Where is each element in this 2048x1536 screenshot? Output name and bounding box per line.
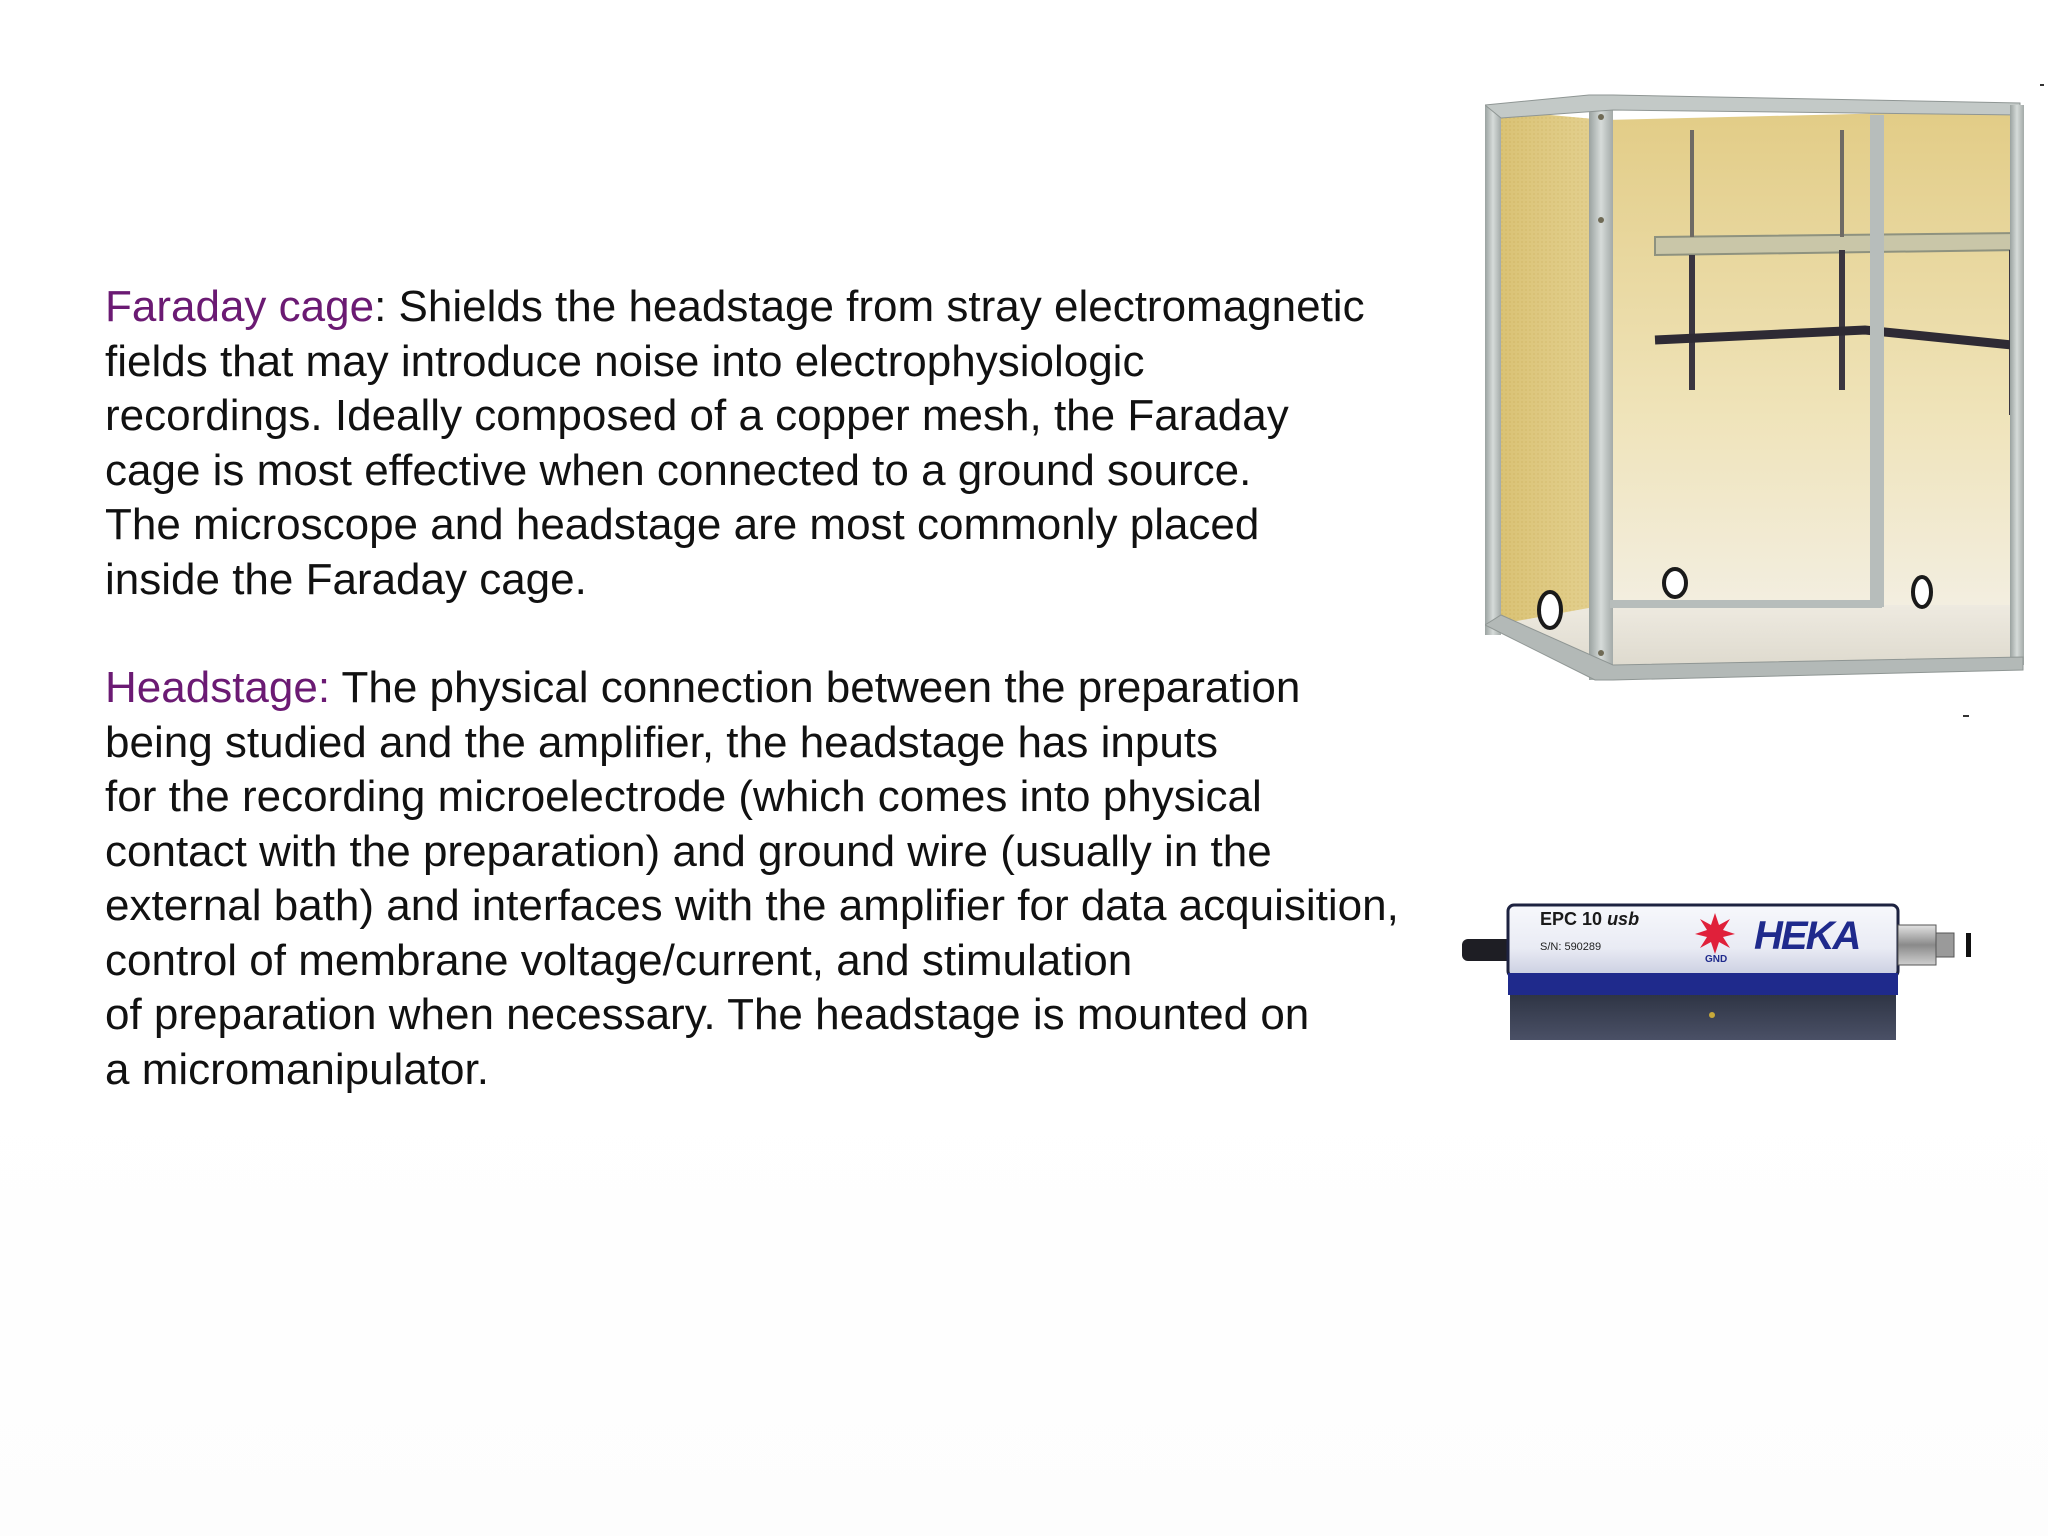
cable-port [1664,569,1686,597]
model-label: EPC 10 usb [1540,909,1640,929]
headstage-line-1: Headstage: The physical connection between the preparation [105,663,1301,712]
faraday-line-2: fields that may introduce noise into electrophysiologic [105,336,1145,386]
headstage-line-8: a micromanipulator. [105,1044,489,1094]
headstage-illustration [1462,895,1982,1055]
faraday-cage-paragraph [105,280,1505,607]
headstage-term: Headstage: [105,663,331,712]
cable-port [1539,592,1561,628]
headstage-line-6: control of membrane voltage/current, and stimulation [105,935,1133,985]
cable [1462,939,1512,961]
faraday-cage-image [1485,85,2030,705]
stray-mark [2040,84,2044,86]
device-blue-band [1508,973,1898,995]
bnc-connector [1898,925,1936,965]
faraday-cage-term: Faraday cage [105,282,375,331]
headstage-line-7: of preparation when necessary. The headstage is mounted on [105,990,1310,1039]
headstage-line-4: contact with the preparation) and ground wire (usually in the [105,826,1272,876]
headstage-image [1462,895,1982,1055]
stray-mark [1963,715,1969,717]
faraday-line-3: recordings. Ideally composed of a copper mesh, the Faraday [105,391,1289,440]
faraday-line-5: The microscope and headstage are most commonly placed [105,500,1260,549]
faraday-line-4: cage is most effective when connected to a ground source. [105,445,1252,495]
headstage-paragraph [105,661,1505,1097]
faraday-cage-illustration [1485,85,2030,705]
cable-port [1913,577,1931,607]
headstage-line-5: external bath) and interfaces with the amplifier for data acquisition, [105,881,1399,930]
upper-shelf [1655,233,2020,255]
headstage-line-3: for the recording microelectrode (which comes into physical [105,772,1262,821]
gnd-label: GND [1705,954,1728,965]
faraday-line-1: Faraday cage: Shields the headstage from stray electromagnetic [105,282,1365,331]
serial-label: S/N: 590289 [1540,941,1602,953]
front-post [1589,95,1613,680]
device-base [1510,995,1896,1040]
heka-logo: HEKA [1754,914,1860,958]
headstage-line-2: being studied and the amplifier, the headstage has inputs [105,717,1219,767]
faraday-line-6: inside the Faraday cage. [105,554,587,604]
